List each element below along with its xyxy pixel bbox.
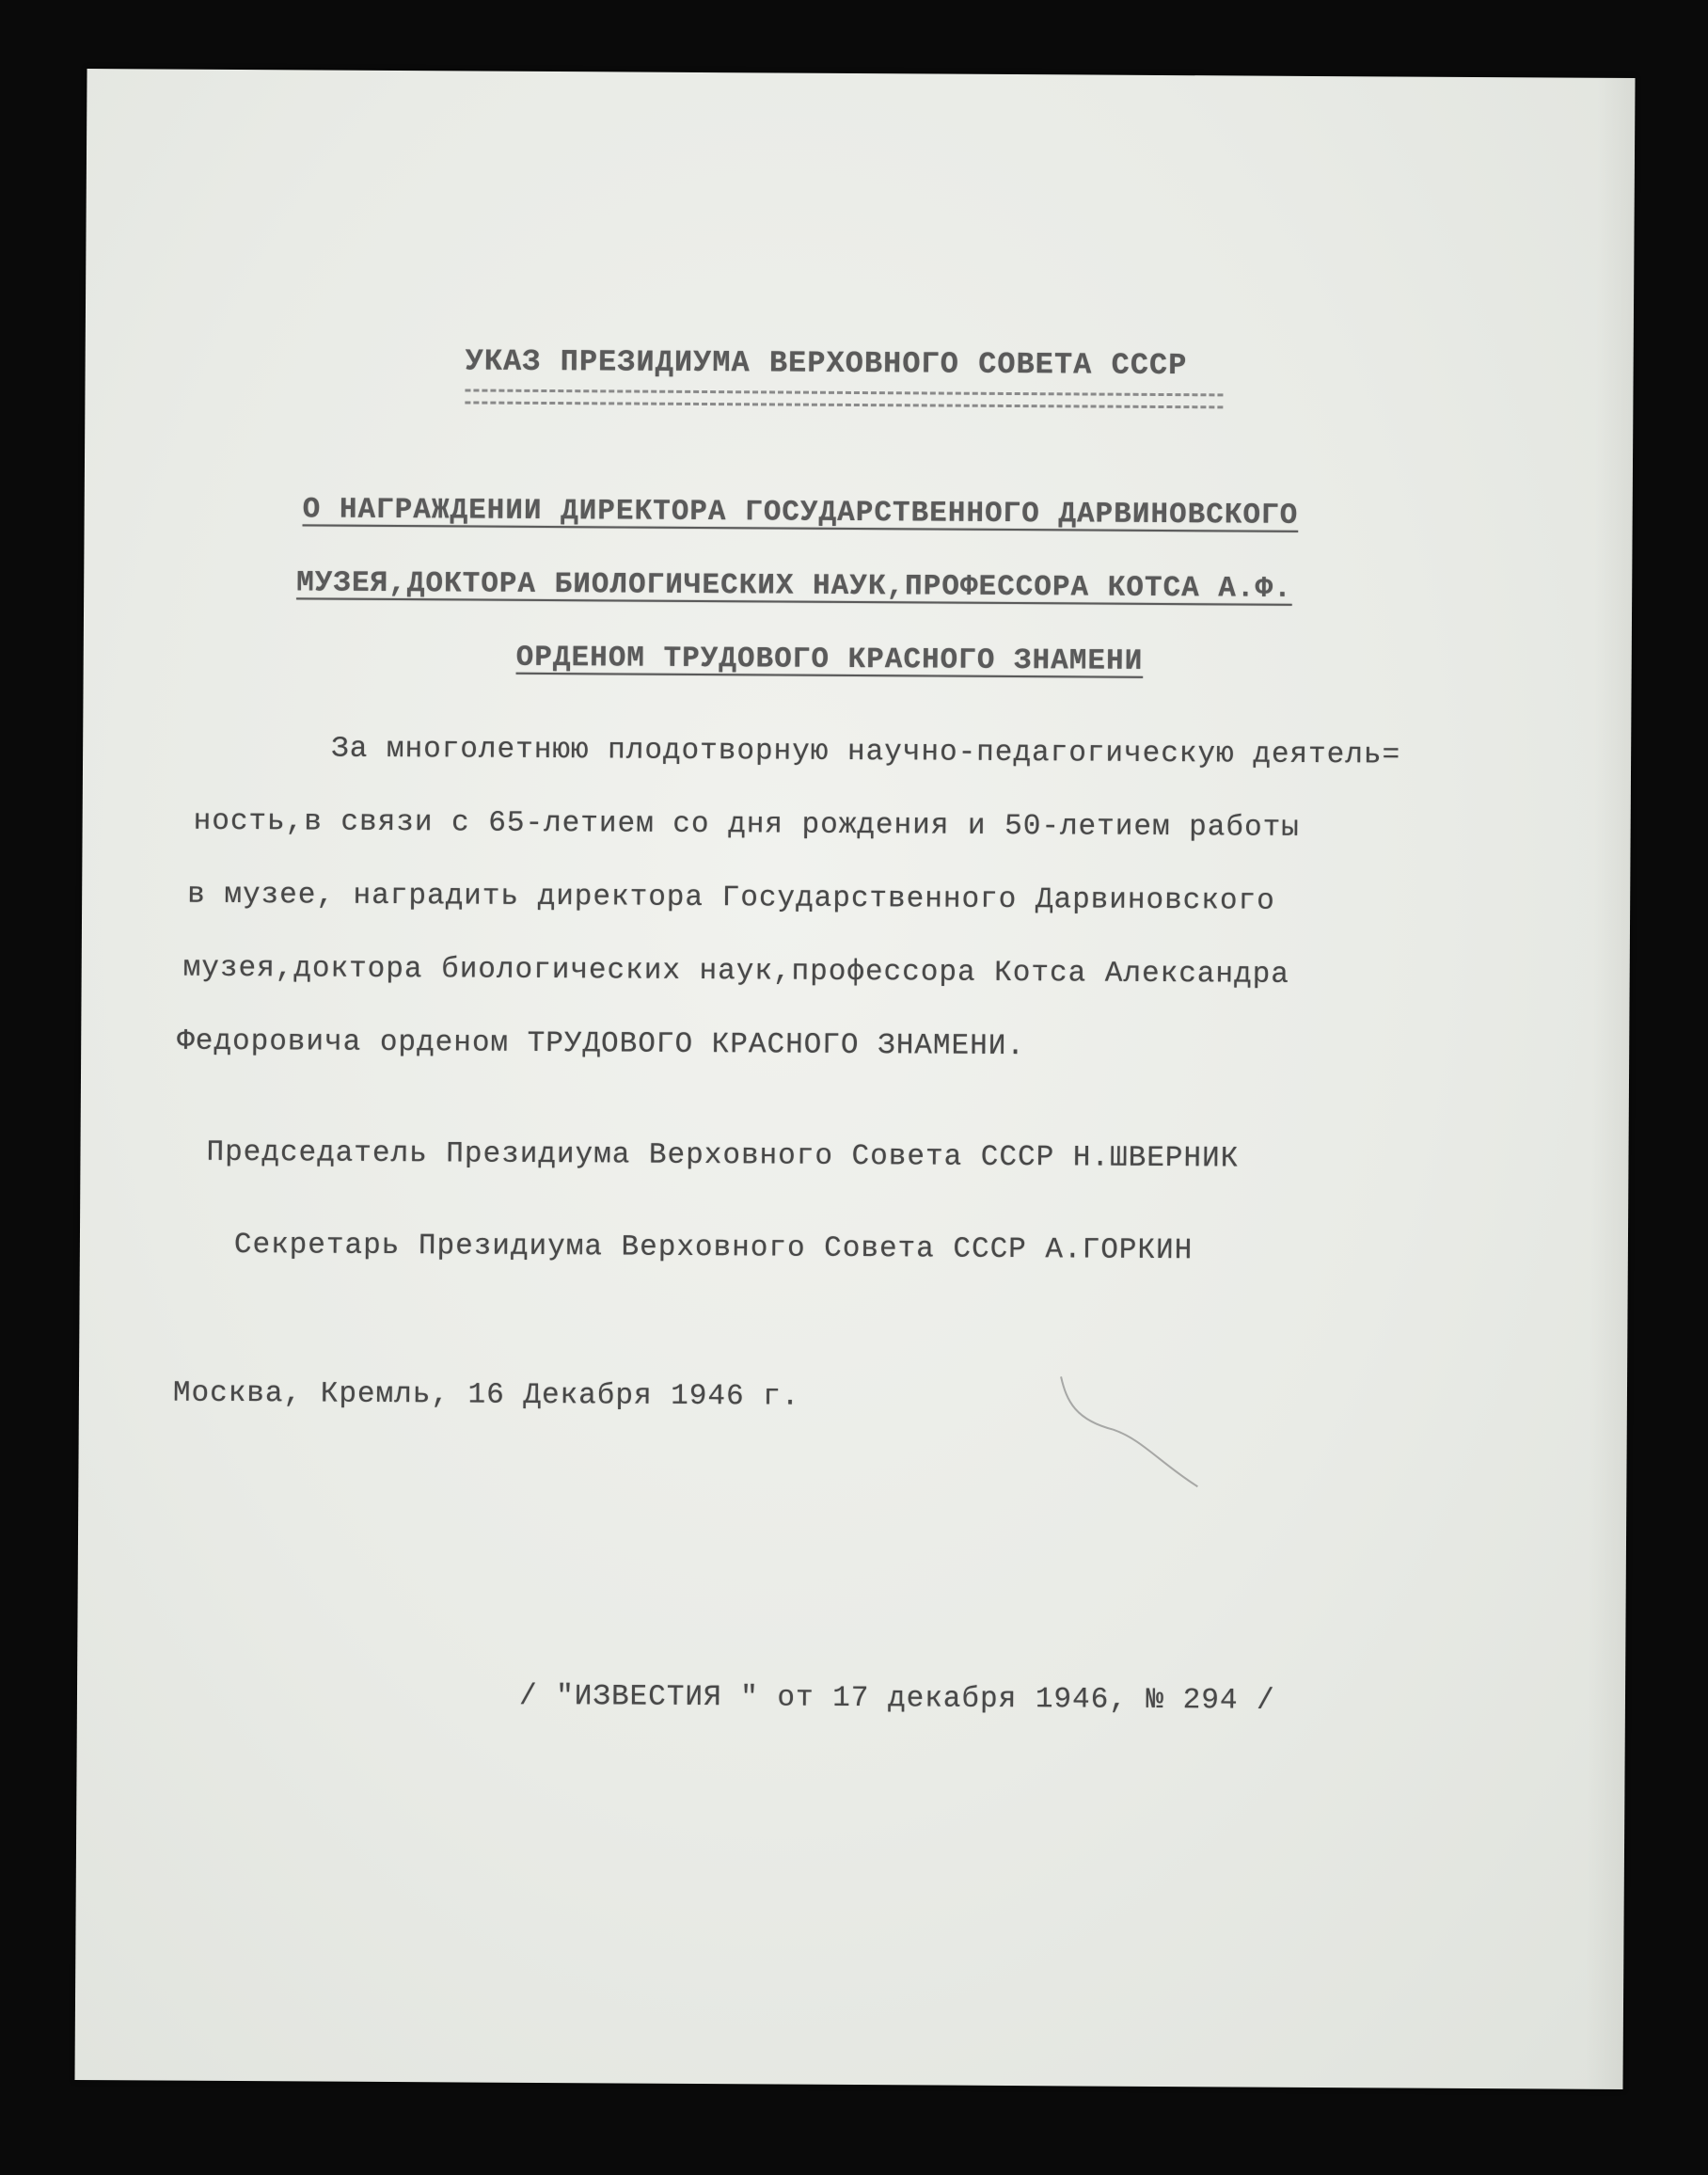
title-double-rule bbox=[465, 389, 1223, 408]
place-and-date: Москва, Кремль, 16 Декабря 1946 г. bbox=[172, 1376, 800, 1414]
subtitle-line-2: МУЗЕЯ,ДОКТОРА БИОЛОГИЧЕСКИХ НАУК,ПРОФЕССОРА КОТСА А.Ф. bbox=[296, 566, 1292, 606]
chairman-signature-line: Председатель Президиума Верховного Совета СССР Н.ШВЕРНИК bbox=[206, 1135, 1240, 1176]
typewritten-page bbox=[74, 69, 1635, 2089]
body-line-4: музея,доктора биологических наук,профессора Котса Александра bbox=[182, 951, 1289, 992]
body-line-2: ность,в связи с 65-летием со дня рождения и 50-летием работы bbox=[193, 804, 1300, 845]
paper-crease-mark bbox=[1056, 1373, 1226, 1505]
decree-title: УКАЗ ПРЕЗИДИУМА ВЕРХОВНОГО СОВЕТА СССР bbox=[465, 343, 1188, 384]
body-line-3: в музее, наградить директора Государственного Дарвиновского bbox=[187, 878, 1275, 918]
subtitle-line-1: О НАГРАЖДЕНИИ ДИРЕКТОРА ГОСУДАРСТВЕННОГО ДАРВИНОВСКОГО bbox=[302, 493, 1299, 532]
body-line-5: Федоровича орденом ТРУДОВОГО КРАСНОГО ЗНАМЕНИ. bbox=[177, 1024, 1026, 1064]
secretary-signature-line: Секретарь Президиума Верховного Совета СССР А.ГОРКИН bbox=[233, 1228, 1194, 1268]
newspaper-source: / "ИЗВЕСТИЯ " от 17 декабря 1946, № 294 / bbox=[518, 1679, 1275, 1718]
subtitle-line-3: ОРДЕНОМ ТРУДОВОГО КРАСНОГО ЗНАМЕНИ bbox=[515, 641, 1144, 678]
body-line-1: За многолетнюю плодотворную научно-педагогическую деятель= bbox=[331, 732, 1401, 772]
